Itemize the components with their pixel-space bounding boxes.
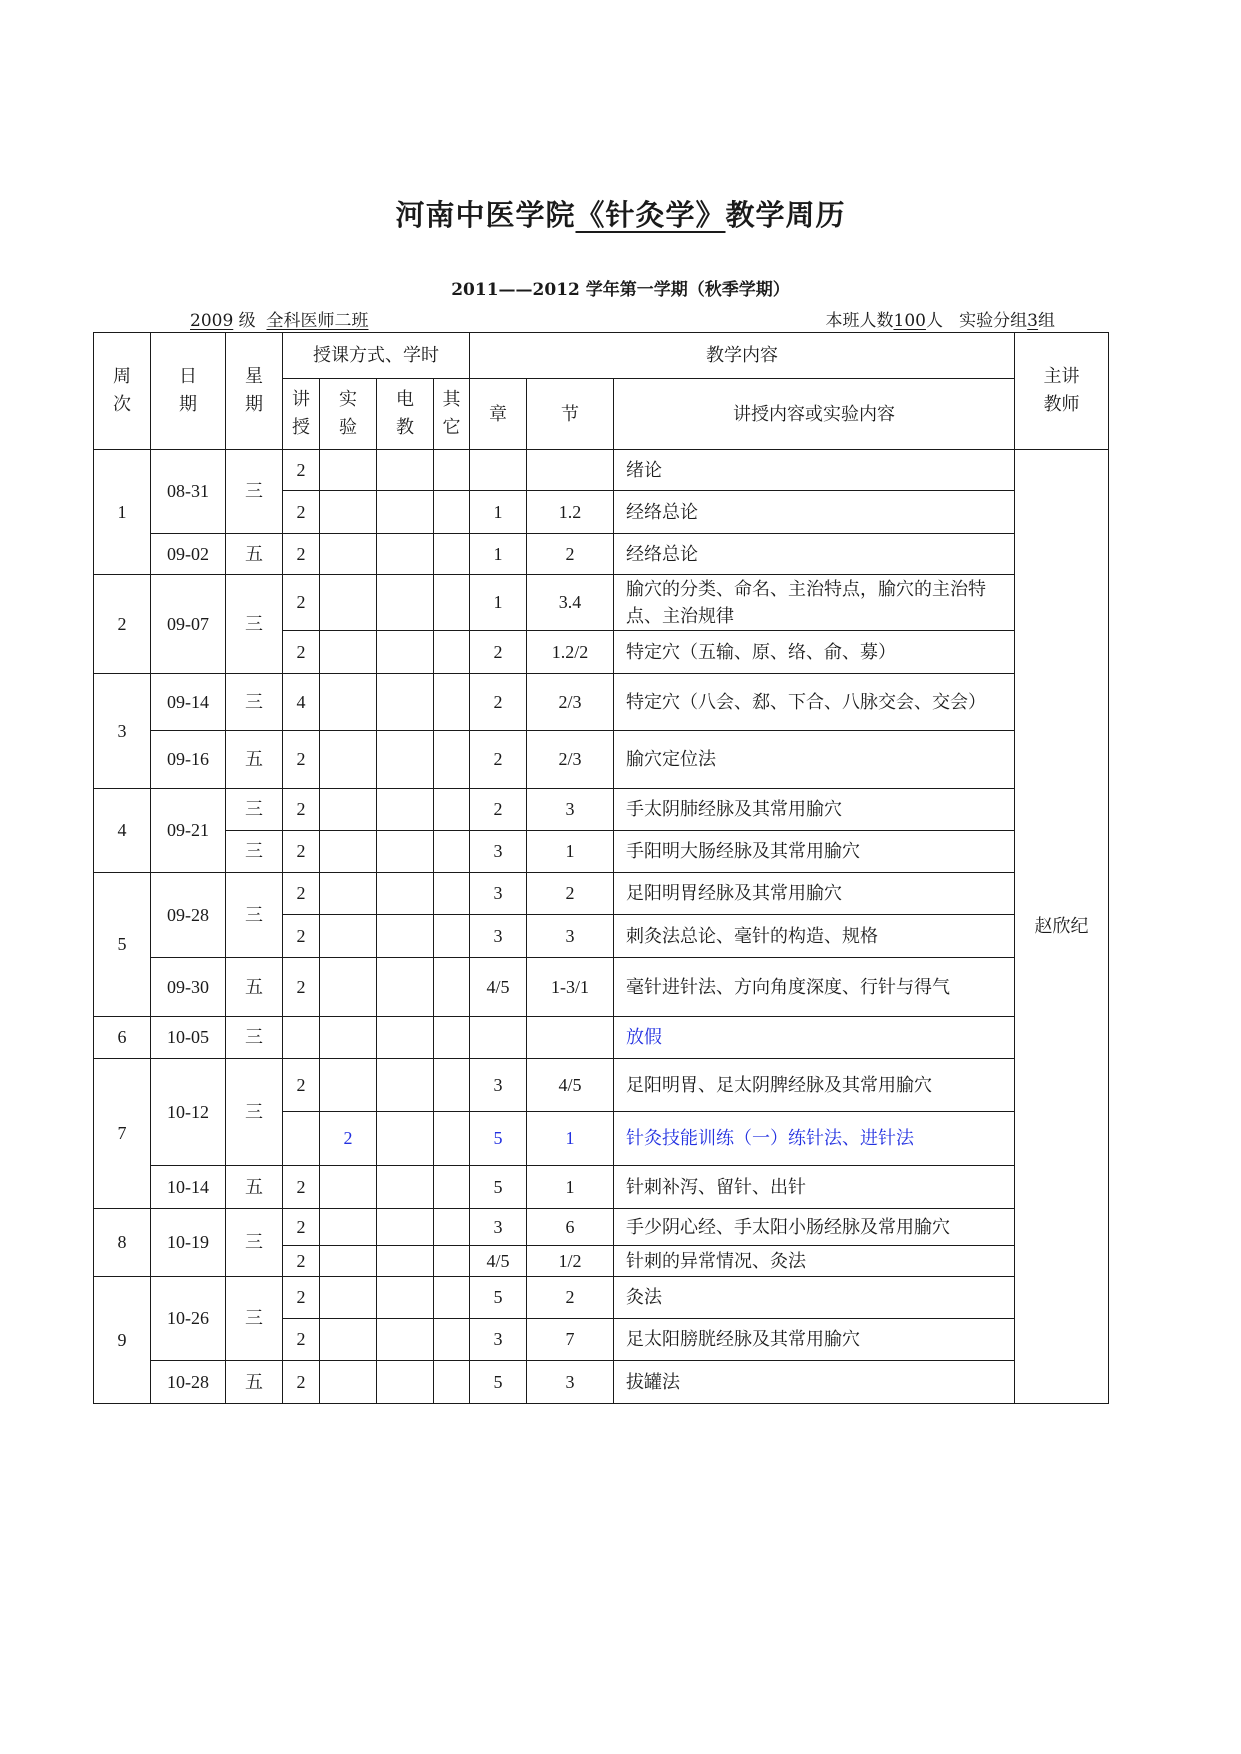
- lecture-hours: 2: [283, 1361, 320, 1404]
- weekday-cell: 三: [226, 831, 283, 873]
- chapter-cell: 5: [470, 1112, 527, 1166]
- chapter-cell: 3: [470, 873, 527, 915]
- other-hours: [434, 575, 470, 631]
- section-cell: 3: [527, 789, 614, 831]
- grade-suffix: 级: [238, 311, 256, 331]
- other-hours: [434, 1277, 470, 1319]
- lab-hours: [320, 789, 377, 831]
- table-row: [94, 789, 1109, 831]
- lecture-hours: 4: [283, 674, 320, 731]
- other-hours: [434, 450, 470, 491]
- weekday-cell: 五: [226, 534, 283, 575]
- av-hours: [377, 674, 434, 731]
- date-cell: 10-26: [151, 1277, 226, 1361]
- weekday-cell: 三: [226, 1209, 283, 1277]
- lab-group-value: 3: [1027, 311, 1038, 331]
- other-hours: [434, 1361, 470, 1404]
- section-cell: 6: [527, 1209, 614, 1246]
- weekday-cell: 三: [226, 674, 283, 731]
- table-row: [94, 450, 1109, 491]
- chapter-cell: 2: [470, 674, 527, 731]
- lab-hours: [320, 1361, 377, 1404]
- table-row: [94, 1166, 1109, 1209]
- lab-hours: [320, 631, 377, 674]
- lecture-hours: 2: [283, 631, 320, 674]
- lecture-hours: 2: [283, 789, 320, 831]
- weekday-cell: 三: [226, 1059, 283, 1166]
- content-cell: 针刺的异常情况、灸法: [614, 1246, 1015, 1277]
- av-hours: [377, 491, 434, 534]
- lab-hours: [320, 831, 377, 873]
- weekday-cell: 三: [226, 450, 283, 534]
- weekday-cell: 三: [226, 789, 283, 831]
- class-count-label: 本班人数: [825, 311, 894, 331]
- section-cell: 3: [527, 915, 614, 958]
- header-chapter: 章: [470, 379, 527, 450]
- av-hours: [377, 1246, 434, 1277]
- date-cell: 10-28: [151, 1361, 226, 1404]
- other-hours: [434, 873, 470, 915]
- other-hours: [434, 491, 470, 534]
- lab-hours: [320, 1166, 377, 1209]
- header-other: 其 它: [434, 379, 470, 450]
- table-row: [94, 831, 1109, 873]
- table-row: [94, 674, 1109, 731]
- av-hours: [377, 873, 434, 915]
- section-cell: 1.2: [527, 491, 614, 534]
- class-count-value: 100: [893, 311, 926, 331]
- section-cell: 3: [527, 1361, 614, 1404]
- av-hours: [377, 1112, 434, 1166]
- other-hours: [434, 534, 470, 575]
- section-cell: 1: [527, 1166, 614, 1209]
- other-hours: [434, 631, 470, 674]
- other-hours: [434, 1059, 470, 1112]
- page-title: [0, 193, 1241, 234]
- weekday-cell: 五: [226, 958, 283, 1017]
- header-teacher: 主讲 教师: [1015, 333, 1109, 450]
- av-hours: [377, 1277, 434, 1319]
- lab-hours: [320, 915, 377, 958]
- av-hours: [377, 1017, 434, 1059]
- table-row: [94, 1361, 1109, 1404]
- teacher-name: 赵欣纪: [1015, 450, 1109, 1404]
- lecture-hours: 2: [283, 1166, 320, 1209]
- section-cell: [527, 450, 614, 491]
- table-row: [94, 1017, 1109, 1059]
- chapter-cell: 3: [470, 831, 527, 873]
- other-hours: [434, 1166, 470, 1209]
- week-number: 9: [94, 1277, 151, 1404]
- content-cell: 手少阴心经、手太阳小肠经脉及常用腧穴: [614, 1209, 1015, 1246]
- header-date: 日 期: [151, 333, 226, 450]
- chapter-cell: 1: [470, 575, 527, 631]
- content-cell: 手太阴肺经脉及其常用腧穴: [614, 789, 1015, 831]
- lab-hours: [320, 873, 377, 915]
- lecture-hours: 2: [283, 534, 320, 575]
- content-cell: 经络总论: [614, 491, 1015, 534]
- class-name: 全科医师二班: [266, 311, 369, 331]
- other-hours: [434, 1017, 470, 1059]
- av-hours: [377, 1361, 434, 1404]
- lab-hours: [320, 534, 377, 575]
- section-cell: 7: [527, 1319, 614, 1361]
- chapter-cell: 1: [470, 534, 527, 575]
- date-cell: 09-07: [151, 575, 226, 674]
- header-lecture: 讲 授: [283, 379, 320, 450]
- av-hours: [377, 631, 434, 674]
- title-suffix: 教学周历: [725, 198, 846, 232]
- table-row: [94, 575, 1109, 631]
- content-cell: 放假: [614, 1017, 1015, 1059]
- other-hours: [434, 1319, 470, 1361]
- section-cell: 1-3/1: [527, 958, 614, 1017]
- lecture-hours: 2: [283, 491, 320, 534]
- lecture-hours: 2: [283, 1277, 320, 1319]
- av-hours: [377, 731, 434, 789]
- weekday-cell: 三: [226, 873, 283, 958]
- content-cell: 灸法: [614, 1277, 1015, 1319]
- section-cell: 2/3: [527, 731, 614, 789]
- other-hours: [434, 1112, 470, 1166]
- content-cell: 足阳明胃、足太阴脾经脉及其常用腧穴: [614, 1059, 1015, 1112]
- teaching-calendar-table: [93, 332, 1109, 1404]
- class-stats: [826, 306, 1056, 331]
- header-week: 周 次: [94, 333, 151, 450]
- lab-hours: [320, 1209, 377, 1246]
- av-hours: [377, 1319, 434, 1361]
- date-cell: 10-19: [151, 1209, 226, 1277]
- chapter-cell: 1: [470, 491, 527, 534]
- date-cell: 09-16: [151, 731, 226, 789]
- chapter-cell: 3: [470, 1209, 527, 1246]
- content-cell: 经络总论: [614, 534, 1015, 575]
- table-row: [94, 534, 1109, 575]
- chapter-cell: [470, 1017, 527, 1059]
- section-cell: 1/2: [527, 1246, 614, 1277]
- lab-hours: [320, 958, 377, 1017]
- lab-hours: [320, 1059, 377, 1112]
- av-hours: [377, 831, 434, 873]
- av-hours: [377, 534, 434, 575]
- weekday-cell: 三: [226, 1277, 283, 1361]
- weekday-cell: 五: [226, 1361, 283, 1404]
- lecture-hours: 2: [283, 1209, 320, 1246]
- date-cell: 09-28: [151, 873, 226, 958]
- header-av: 电 教: [377, 379, 434, 450]
- date-cell: 09-14: [151, 674, 226, 731]
- content-cell: 腧穴的分类、命名、主治特点，腧穴的主治特点、主治规律: [614, 575, 1015, 631]
- lecture-hours: 2: [283, 1246, 320, 1277]
- section-cell: 2: [527, 1277, 614, 1319]
- header-weekday: 星 期: [226, 333, 283, 450]
- section-cell: 2: [527, 534, 614, 575]
- semester-heading: 2011——2012 学年第一学期（秋季学期）: [451, 280, 790, 300]
- av-hours: [377, 789, 434, 831]
- lecture-hours: 2: [283, 1319, 320, 1361]
- lab-hours: [320, 575, 377, 631]
- lab-group-label: 实验分组: [959, 311, 1028, 331]
- week-number: 5: [94, 873, 151, 1017]
- chapter-cell: [470, 450, 527, 491]
- lecture-hours: 2: [283, 575, 320, 631]
- lecture-hours: 2: [283, 450, 320, 491]
- other-hours: [434, 958, 470, 1017]
- chapter-cell: 4/5: [470, 958, 527, 1017]
- class-count-unit: 人: [925, 311, 943, 331]
- calendar-body: [94, 450, 1109, 1404]
- content-cell: 刺灸法总论、毫针的构造、规格: [614, 915, 1015, 958]
- weekday-cell: 三: [226, 1017, 283, 1059]
- av-hours: [377, 1059, 434, 1112]
- chapter-cell: 5: [470, 1166, 527, 1209]
- week-number: 8: [94, 1209, 151, 1277]
- content-cell: 特定穴（五输、原、络、俞、募）: [614, 631, 1015, 674]
- lecture-hours: 2: [283, 1059, 320, 1112]
- lab-hours: [320, 1017, 377, 1059]
- lecture-hours: [283, 1017, 320, 1059]
- other-hours: [434, 789, 470, 831]
- date-cell: 09-02: [151, 534, 226, 575]
- date-cell: 10-14: [151, 1166, 226, 1209]
- date-cell: 08-31: [151, 450, 226, 534]
- lecture-hours: 2: [283, 958, 320, 1017]
- chapter-cell: 2: [470, 731, 527, 789]
- content-cell: 特定穴（八会、郄、下合、八脉交会、交会）: [614, 674, 1015, 731]
- chapter-cell: 3: [470, 1059, 527, 1112]
- chapter-cell: 5: [470, 1361, 527, 1404]
- other-hours: [434, 1246, 470, 1277]
- av-hours: [377, 450, 434, 491]
- lecture-hours: 2: [283, 873, 320, 915]
- weekday-cell: 五: [226, 731, 283, 789]
- lab-hours: [320, 674, 377, 731]
- week-number: 6: [94, 1017, 151, 1059]
- week-number: 2: [94, 575, 151, 674]
- content-cell: 毫针进针法、方向角度深度、行针与得气: [614, 958, 1015, 1017]
- date-cell: 09-30: [151, 958, 226, 1017]
- av-hours: [377, 1209, 434, 1246]
- header-teaching-mode: 授课方式、学时: [283, 333, 470, 379]
- weekday-cell: 三: [226, 575, 283, 674]
- lab-hours: [320, 491, 377, 534]
- lab-hours: 2: [320, 1112, 377, 1166]
- lecture-hours: 2: [283, 915, 320, 958]
- table-row: [94, 731, 1109, 789]
- other-hours: [434, 674, 470, 731]
- other-hours: [434, 1209, 470, 1246]
- av-hours: [377, 575, 434, 631]
- content-cell: 拔罐法: [614, 1361, 1015, 1404]
- lab-hours: [320, 731, 377, 789]
- lecture-hours: [283, 1112, 320, 1166]
- header-teaching-content: 教学内容: [470, 333, 1015, 379]
- lecture-hours: 2: [283, 731, 320, 789]
- grade-value: 2009: [190, 311, 234, 331]
- lab-group-unit: 组: [1038, 311, 1055, 331]
- lab-hours: [320, 1246, 377, 1277]
- chapter-cell: 2: [470, 631, 527, 674]
- table-row: [94, 1277, 1109, 1319]
- chapter-cell: 5: [470, 1277, 527, 1319]
- chapter-cell: 2: [470, 789, 527, 831]
- content-cell: 针灸技能训练（一）练针法、进针法: [614, 1112, 1015, 1166]
- content-cell: 足阳明胃经脉及其常用腧穴: [614, 873, 1015, 915]
- lab-hours: [320, 1277, 377, 1319]
- date-cell: 09-21: [151, 789, 226, 873]
- section-cell: 2/3: [527, 674, 614, 731]
- chapter-cell: 3: [470, 1319, 527, 1361]
- table-row: [94, 958, 1109, 1017]
- lecture-hours: 2: [283, 831, 320, 873]
- section-cell: 4/5: [527, 1059, 614, 1112]
- weekday-cell: 五: [226, 1166, 283, 1209]
- section-cell: 1: [527, 1112, 614, 1166]
- header-lab: 实 验: [320, 379, 377, 450]
- week-number: 1: [94, 450, 151, 575]
- other-hours: [434, 915, 470, 958]
- title-course: 《针灸学》: [575, 198, 726, 232]
- section-cell: 3.4: [527, 575, 614, 631]
- section-cell: [527, 1017, 614, 1059]
- week-number: 3: [94, 674, 151, 789]
- av-hours: [377, 915, 434, 958]
- content-cell: 腧穴定位法: [614, 731, 1015, 789]
- other-hours: [434, 831, 470, 873]
- other-hours: [434, 731, 470, 789]
- section-cell: 1: [527, 831, 614, 873]
- content-cell: 绪论: [614, 450, 1015, 491]
- date-cell: 10-12: [151, 1059, 226, 1166]
- date-cell: 10-05: [151, 1017, 226, 1059]
- chapter-cell: 3: [470, 915, 527, 958]
- section-cell: 1.2/2: [527, 631, 614, 674]
- header-content: 讲授内容或实验内容: [614, 379, 1015, 450]
- week-number: 4: [94, 789, 151, 873]
- content-cell: 手阳明大肠经脉及其常用腧穴: [614, 831, 1015, 873]
- lab-hours: [320, 450, 377, 491]
- title-prefix: 河南中医学院: [395, 198, 576, 232]
- header-section: 节: [527, 379, 614, 450]
- lab-hours: [320, 1319, 377, 1361]
- section-cell: 2: [527, 873, 614, 915]
- chapter-cell: 4/5: [470, 1246, 527, 1277]
- table-row: [94, 873, 1109, 915]
- content-cell: 针刺补泻、留针、出针: [614, 1166, 1015, 1209]
- av-hours: [377, 1166, 434, 1209]
- av-hours: [377, 958, 434, 1017]
- table-row: [94, 1209, 1109, 1246]
- content-cell: 足太阳膀胱经脉及其常用腧穴: [614, 1319, 1015, 1361]
- table-row: [94, 1059, 1109, 1112]
- class-info: [190, 306, 368, 331]
- week-number: 7: [94, 1059, 151, 1209]
